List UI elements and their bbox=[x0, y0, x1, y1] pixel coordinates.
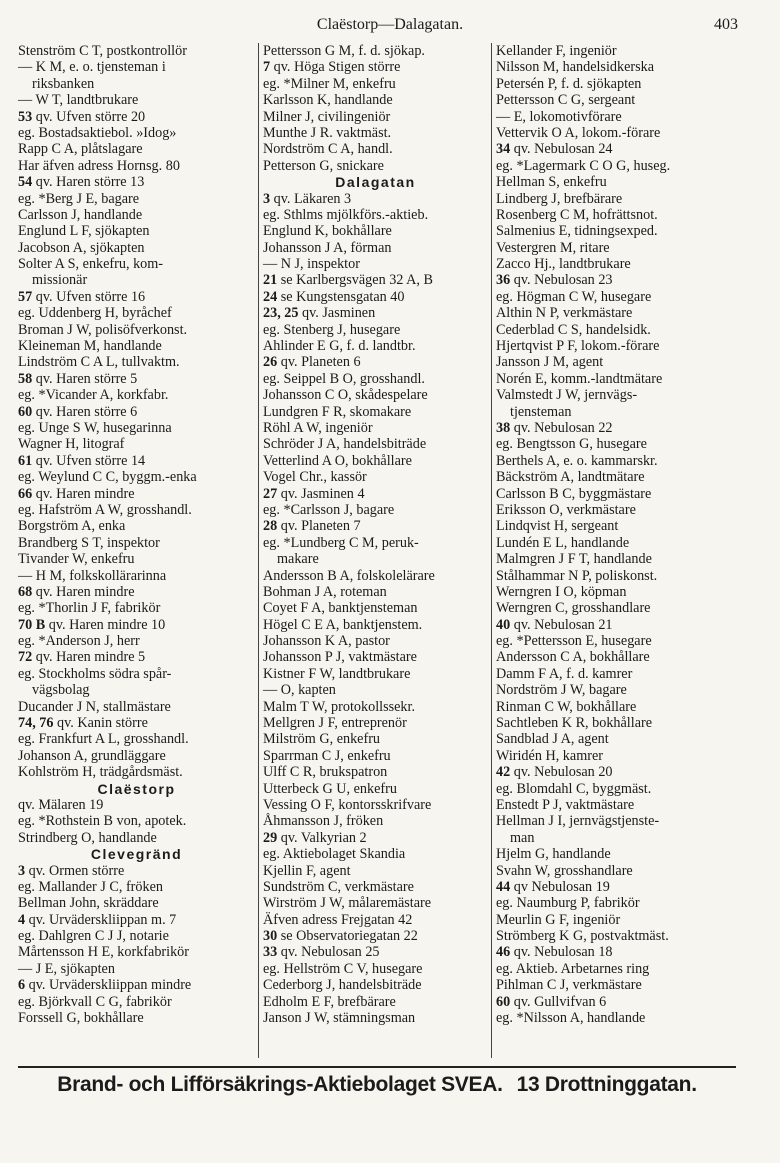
directory-entry: Pihlman C J, verkmästare bbox=[496, 977, 642, 994]
directory-entry: eg. Björkvall C G, fabrikör bbox=[18, 993, 172, 1010]
property-number-entry: 74, 76 qv. Kanin större bbox=[18, 715, 148, 732]
directory-entry: Milner J, civilingeniör bbox=[263, 108, 391, 125]
advertisement-text: Brand- och Lifförsäkrings-Aktiebolaget SVEA. bbox=[57, 1073, 503, 1096]
directory-entry: eg. Hellström C V, husegare bbox=[263, 960, 423, 977]
directory-entry: Broman J W, polisöfverkonst. bbox=[18, 321, 188, 338]
directory-entry: Vessing O F, kontorsskrifvare bbox=[263, 796, 432, 813]
directory-entry: eg. *Anderson J, herr bbox=[18, 633, 140, 650]
directory-entry: Vestergren M, ritare bbox=[496, 239, 610, 256]
directory-entry: Vetterlind A O, bokhållare bbox=[263, 452, 412, 469]
advertisement-address: 13 Drottninggatan. bbox=[516, 1073, 697, 1096]
directory-entry: eg. *Milner M, enkefru bbox=[263, 75, 396, 92]
directory-entry: Petersén P, f. d. sjökapten bbox=[496, 75, 642, 92]
directory-entry: Andersson C A, bokhållare bbox=[496, 649, 650, 666]
directory-entry: Cederborg J, handelsbiträde bbox=[263, 977, 422, 994]
directory-entry: Rinman C W, bokhållare bbox=[496, 698, 637, 715]
property-number-entry: 60 qv. Gullvifvan 6 bbox=[496, 993, 607, 1010]
directory-entry: Bohman J A, roteman bbox=[263, 583, 387, 600]
property-number: 33 bbox=[263, 944, 278, 961]
directory-entry: Borgström A, enka bbox=[18, 518, 126, 535]
directory-entry: Åhmansson J, fröken bbox=[263, 813, 384, 830]
directory-entry: eg. Mallander J C, fröken bbox=[18, 878, 163, 895]
directory-entry: Högel C E A, banktjenstem. bbox=[263, 616, 423, 633]
property-number-entry: 33 qv. Nebulosan 25 bbox=[263, 944, 380, 961]
directory-entry: Wagner H, litograf bbox=[18, 436, 125, 453]
property-number: 42 bbox=[496, 764, 511, 781]
directory-entry: Althin N P, verkmästare bbox=[496, 305, 633, 322]
directory-entry: Petterson G, snickare bbox=[263, 157, 384, 174]
directory-entry: Bäckström A, landtmätare bbox=[496, 469, 645, 486]
property-number-entry: 21 se Karlbergsvägen 32 A, B bbox=[263, 272, 433, 289]
directory-entry: Solter A S, enkefru, kom- bbox=[18, 256, 164, 273]
property-number: 66 bbox=[18, 485, 33, 502]
directory-entry: makare bbox=[277, 551, 319, 568]
property-number: 58 bbox=[18, 370, 33, 387]
directory-entry: Sandblad J A, agent bbox=[496, 731, 609, 748]
property-number: 24 bbox=[263, 288, 278, 305]
directory-entry: Karlsson K, handlande bbox=[263, 92, 393, 109]
street-heading: Claëstorp bbox=[97, 780, 176, 797]
directory-entry: Englund L F, sjökapten bbox=[18, 223, 150, 240]
property-number: 29 bbox=[263, 829, 278, 846]
directory-entry: eg. Blomdahl C, byggmäst. bbox=[496, 780, 652, 797]
directory-entry: Andersson B A, folskolelärare bbox=[263, 567, 435, 584]
property-number: 7 bbox=[263, 59, 271, 76]
directory-entry: Utterbeck G U, enkefru bbox=[263, 780, 397, 797]
directory-entry: Werngren I O, köpman bbox=[496, 583, 627, 600]
directory-entry: eg. Hafström A W, grosshandl. bbox=[18, 501, 192, 518]
property-number: 28 bbox=[263, 518, 278, 535]
directory-entry: eg. Bostadsaktiebol. »Idog» bbox=[18, 124, 177, 141]
directory-entry: Lundgren F R, skomakare bbox=[263, 403, 412, 420]
directory-entry: Sundström C, verkmästare bbox=[263, 878, 414, 895]
directory-entry: eg. *Berg J E, bagare bbox=[18, 190, 140, 207]
property-number-entry: 3 qv. Läkaren 3 bbox=[263, 190, 352, 207]
property-number-entry: 24 se Kungstensgatan 40 bbox=[263, 288, 405, 305]
property-number-entry: 46 qv. Nebulosan 18 bbox=[496, 944, 613, 961]
directory-entry: Schröder J A, handelsbiträde bbox=[263, 436, 427, 453]
directory-entry: Lindqvist H, sergeant bbox=[496, 518, 619, 535]
directory-entry: Enstedt P J, vaktmästare bbox=[496, 796, 635, 813]
directory-entry: Johansson C O, skådespelare bbox=[263, 387, 428, 404]
property-number-entry: 26 qv. Planeten 6 bbox=[263, 354, 361, 371]
property-number-entry: 30 se Observatoriegatan 22 bbox=[263, 928, 418, 945]
property-number: 21 bbox=[263, 272, 278, 289]
directory-entry: Pettersson G M, f. d. sjökap. bbox=[263, 43, 425, 59]
directory-entry: eg. *Lundberg C M, peruk- bbox=[263, 534, 419, 551]
directory-entry: Lindberg J, brefbärare bbox=[496, 190, 623, 207]
property-number-entry: 34 qv. Nebulosan 24 bbox=[496, 141, 613, 158]
directory-entry: eg. *Vicander A, korkfabr. bbox=[18, 387, 169, 404]
directory-columns bbox=[16, 43, 738, 1058]
directory-entry: Munthe J R. vaktmäst. bbox=[263, 124, 392, 141]
directory-entry: Jansson J M, agent bbox=[496, 354, 604, 371]
property-number-entry: 60 qv. Haren större 6 bbox=[18, 403, 138, 420]
directory-entry: Stålhammar N P, poliskonst. bbox=[496, 567, 658, 584]
directory-entry: eg. Frankfurt A L, grosshandl. bbox=[18, 731, 189, 748]
property-number: 34 bbox=[496, 141, 511, 158]
property-number-entry: 40 qv. Nebulosan 21 bbox=[496, 616, 613, 633]
footer-advertisement bbox=[18, 1073, 736, 1097]
directory-entry: Nordström C A, handl. bbox=[263, 141, 393, 158]
directory-entry: Kellander F, ingeniör bbox=[496, 43, 617, 59]
directory-entry: Malm T W, protokollssekr. bbox=[263, 698, 416, 715]
property-number: 44 bbox=[496, 878, 511, 895]
property-number: 53 bbox=[18, 108, 33, 125]
property-number-entry: 53 qv. Ufven större 20 bbox=[18, 108, 146, 125]
directory-entry: Cederblad C S, handelsidk. bbox=[496, 321, 651, 338]
directory-entry: Rosenberg C M, hofrättsnot. bbox=[496, 206, 658, 223]
directory-entry: eg. Unge S W, husegarinna bbox=[18, 419, 172, 436]
property-number-entry: 6 qv. Urväderskliippan mindre bbox=[18, 977, 192, 994]
directory-entry-continued: — N J, inspektor bbox=[263, 256, 360, 273]
directory-entry: eg. *Rothstein B von, apotek. bbox=[18, 813, 187, 830]
directory-entry: Lundén E L, handlande bbox=[496, 534, 630, 551]
directory-entry: Pettersson C G, sergeant bbox=[496, 92, 636, 109]
directory-entry: Kleineman M, handlande bbox=[18, 338, 162, 355]
property-number: 6 bbox=[18, 977, 26, 994]
property-number-entry: 70 B qv. Haren mindre 10 bbox=[18, 616, 166, 633]
directory-entry: Zacco Hj., landtbrukare bbox=[496, 256, 631, 273]
directory-entry: eg. Naumburg P, fabrikör bbox=[496, 895, 640, 912]
property-number: 68 bbox=[18, 583, 33, 600]
property-number-entry: 4 qv. Urväderskliippan m. 7 bbox=[18, 911, 177, 928]
directory-entry: Hellman S, enkefru bbox=[496, 174, 607, 191]
directory-entry: Carlsson B C, byggmästare bbox=[496, 485, 652, 502]
property-number: 70 B bbox=[18, 616, 46, 633]
directory-entry: Jacobson A, sjökapten bbox=[18, 239, 145, 256]
directory-entry: Kohlström H, trädgårdsmäst. bbox=[18, 764, 183, 781]
directory-entry: vägsbolag bbox=[32, 682, 90, 699]
directory-entry: eg. Dahlgren C J J, notarie bbox=[18, 928, 169, 945]
property-number: 60 bbox=[496, 993, 511, 1010]
directory-entry: Ahlinder E G, f. d. landtbr. bbox=[263, 338, 416, 355]
property-number-entry: 3 qv. Ormen större bbox=[18, 862, 125, 879]
directory-entry: Kjellin F, agent bbox=[263, 862, 351, 879]
directory-entry: Forssell G, bokhållare bbox=[18, 1010, 144, 1027]
directory-entry: Vettervik O A, lokom.-förare bbox=[496, 124, 661, 141]
property-number: 40 bbox=[496, 616, 511, 633]
property-number: 57 bbox=[18, 288, 33, 305]
directory-entry: eg. *Thorlin J F, fabrikör bbox=[18, 600, 161, 617]
directory-entry: Nordström J W, bagare bbox=[496, 682, 627, 699]
directory-entry: Rapp C A, plåtslagare bbox=[18, 141, 143, 158]
property-number-entry: 38 qv. Nebulosan 22 bbox=[496, 419, 613, 436]
property-number-entry: 36 qv. Nebulosan 23 bbox=[496, 272, 613, 289]
directory-entry: Johansson J A, förman bbox=[263, 239, 392, 256]
directory-entry: Mellgren J F, entreprenör bbox=[263, 715, 407, 732]
directory-entry: eg. Aktieb. Arbetarnes ring bbox=[496, 960, 650, 977]
directory-column-1 bbox=[16, 43, 258, 1058]
directory-entry: Brandberg S T, inspektor bbox=[18, 534, 160, 551]
directory-entry: Kistner F W, landtbrukare bbox=[263, 665, 411, 682]
street-heading: Dalagatan bbox=[335, 174, 416, 191]
street-heading: Clevegränd bbox=[90, 846, 183, 863]
property-number-entry: 57 qv. Ufven större 16 bbox=[18, 288, 146, 305]
property-number-entry: 28 qv. Planeten 7 bbox=[263, 518, 361, 535]
directory-entry: riksbanken bbox=[32, 75, 95, 92]
directory-entry: Wiridén H, kamrer bbox=[496, 747, 603, 764]
directory-entry: Johansson P J, vaktmästare bbox=[263, 649, 417, 666]
directory-entry: Sachtleben K R, bokhållare bbox=[496, 715, 653, 732]
footer-rule bbox=[18, 1066, 736, 1068]
directory-entry: eg. *Pettersson E, husegare bbox=[496, 633, 652, 650]
property-number: 3 bbox=[263, 190, 271, 207]
directory-entry: Stenström C T, postkontrollör bbox=[18, 43, 187, 59]
directory-entry: Milström G, enkefru bbox=[263, 731, 381, 748]
directory-entry-continued: — E, lokomotivförare bbox=[496, 108, 622, 125]
directory-entry-continued: — O, kapten bbox=[263, 682, 336, 699]
directory-entry: Ulff C R, brukspatron bbox=[263, 764, 388, 781]
property-number-entry: 54 qv. Haren större 13 bbox=[18, 174, 145, 191]
directory-entry: Berthels A, e. o. kammarskr. bbox=[496, 452, 658, 469]
page-number: 403 bbox=[714, 16, 738, 33]
directory-entry: eg. Aktiebolaget Skandia bbox=[263, 846, 406, 863]
directory-entry-continued: — W T, landtbrukare bbox=[18, 92, 139, 109]
property-number: 61 bbox=[18, 452, 33, 469]
page-header bbox=[0, 14, 780, 38]
directory-entry: Wirström J W, målaremästare bbox=[263, 895, 432, 912]
directory-entry: Malmgren J F T, handlande bbox=[496, 551, 652, 568]
property-number-entry: 23, 25 qv. Jasminen bbox=[263, 305, 376, 322]
directory-entry: Meurlin G F, ingeniör bbox=[496, 911, 621, 928]
property-number: 72 bbox=[18, 649, 33, 666]
directory-entry: Damm F A, f. d. kamrer bbox=[496, 665, 633, 682]
directory-entry: eg. Stenberg J, husegare bbox=[263, 321, 401, 338]
property-number: 36 bbox=[496, 272, 511, 289]
directory-entry: eg. Seippel B O, grosshandl. bbox=[263, 370, 425, 387]
property-number-entry: 68 qv. Haren mindre bbox=[18, 583, 135, 600]
directory-entry: Salmenius E, tidningsexped. bbox=[496, 223, 658, 240]
directory-entry: Hellman J I, jernvägstjenste- bbox=[496, 813, 660, 830]
property-number: 27 bbox=[263, 485, 278, 502]
directory-entry: Tivander W, enkefru bbox=[18, 551, 135, 568]
directory-entry: Hjertqvist P F, lokom.-förare bbox=[496, 338, 660, 355]
property-number: 26 bbox=[263, 354, 278, 371]
property-number-entry: 7 qv. Höga Stigen större bbox=[263, 59, 401, 76]
directory-entry: eg. Bengtsson G, husegare bbox=[496, 436, 647, 453]
running-title: Claëstorp—Dalagatan. bbox=[316, 16, 464, 33]
directory-entry: qv. Mälaren 19 bbox=[18, 796, 104, 813]
directory-entry: Ducander J N, stallmästare bbox=[18, 698, 171, 715]
property-number: 38 bbox=[496, 419, 511, 436]
directory-entry: eg. Weylund C C, byggm.-enka bbox=[18, 469, 197, 486]
directory-entry-continued: — H M, folkskollärarinna bbox=[18, 567, 167, 584]
directory-entry: eg. *Carlsson J, bagare bbox=[263, 501, 395, 518]
property-number: 60 bbox=[18, 403, 33, 420]
directory-entry: eg. *Nilsson A, handlande bbox=[496, 1010, 646, 1027]
directory-entry: Har äfven adress Hornsg. 80 bbox=[18, 157, 180, 174]
directory-entry: Nilsson M, handelsidkerska bbox=[496, 59, 655, 76]
property-number: 3 bbox=[18, 862, 26, 879]
property-number-entry: 66 qv. Haren mindre bbox=[18, 485, 135, 502]
directory-entry: Bellman John, skräddare bbox=[18, 895, 159, 912]
property-number-entry: 44 qv Nebulosan 19 bbox=[496, 878, 610, 895]
directory-entry: Äfven adress Frejgatan 42 bbox=[263, 911, 413, 928]
directory-entry: Eriksson O, verkmästare bbox=[496, 501, 636, 518]
property-number: 23, 25 bbox=[263, 305, 299, 322]
property-number: 4 bbox=[18, 911, 26, 928]
directory-entry: missionär bbox=[32, 272, 88, 289]
directory-entry: Lindström C A L, tullvaktm. bbox=[18, 354, 180, 371]
directory-entry: Valmstedt J W, jernvägs- bbox=[496, 387, 638, 404]
property-number: 46 bbox=[496, 944, 511, 961]
property-number-entry: 27 qv. Jasminen 4 bbox=[263, 485, 365, 502]
property-number-entry: 58 qv. Haren större 5 bbox=[18, 370, 138, 387]
property-number: 54 bbox=[18, 174, 33, 191]
directory-entry-continued: — J E, sjökapten bbox=[18, 960, 115, 977]
directory-entry: Johanson A, grundläggare bbox=[18, 747, 166, 764]
property-number-entry: 72 qv. Haren mindre 5 bbox=[18, 649, 146, 666]
directory-entry: Mårtensson H E, korkfabrikör bbox=[18, 944, 189, 961]
directory-entry: Strindberg O, handlande bbox=[18, 829, 157, 846]
directory-entry: Carlsson J, handlande bbox=[18, 206, 143, 223]
directory-entry: Johansson K A, pastor bbox=[263, 633, 390, 650]
directory-column-2 bbox=[258, 43, 491, 1058]
directory-entry: Röhl A W, ingeniör bbox=[263, 419, 373, 436]
directory-entry: Strömberg K G, postvaktmäst. bbox=[496, 928, 669, 945]
directory-entry: eg. Stockholms södra spår- bbox=[18, 665, 172, 682]
property-number: 74, 76 bbox=[18, 715, 54, 732]
directory-entry-continued: — K M, e. o. tjensteman i bbox=[18, 59, 166, 76]
property-number: 30 bbox=[263, 928, 278, 945]
directory-entry: eg. Högman C W, husegare bbox=[496, 288, 652, 305]
directory-entry: Vogel Chr., kassör bbox=[263, 469, 367, 486]
directory-entry: Werngren C, grosshandlare bbox=[496, 600, 651, 617]
directory-entry: Hjelm G, handlande bbox=[496, 846, 611, 863]
directory-entry: Coyet F A, banktjensteman bbox=[263, 600, 418, 617]
property-number-entry: 29 qv. Valkyrian 2 bbox=[263, 829, 367, 846]
directory-entry: tjensteman bbox=[510, 403, 572, 420]
directory-entry: Edholm E F, brefbärare bbox=[263, 993, 396, 1010]
property-number-entry: 61 qv. Ufven större 14 bbox=[18, 452, 146, 469]
directory-entry: man bbox=[510, 829, 535, 846]
directory-entry: eg. *Lagermark C O G, huseg. bbox=[496, 157, 671, 174]
directory-entry: Janson J W, stämningsman bbox=[263, 1010, 416, 1027]
directory-column-3 bbox=[491, 43, 738, 1058]
directory-entry: Norén E, komm.-landtmätare bbox=[496, 370, 663, 387]
property-number-entry: 42 qv. Nebulosan 20 bbox=[496, 764, 613, 781]
directory-entry: Sparrman C J, enkefru bbox=[263, 747, 391, 764]
directory-entry: Englund K, bokhållare bbox=[263, 223, 392, 240]
directory-entry: eg. Uddenberg H, byråchef bbox=[18, 305, 172, 322]
directory-entry: eg. Sthlms mjölkförs.-aktieb. bbox=[263, 206, 429, 223]
directory-entry: Svahn W, grosshandlare bbox=[496, 862, 633, 879]
